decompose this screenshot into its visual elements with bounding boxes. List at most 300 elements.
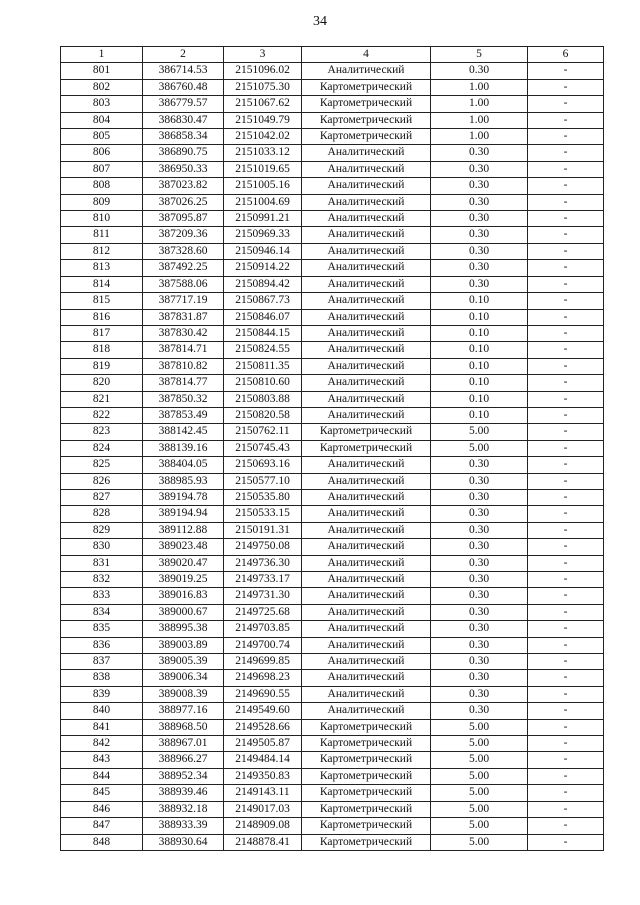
table-cell: - [528, 293, 604, 309]
table-cell: 388939.46 [143, 785, 224, 801]
table-cell: Аналитический [302, 555, 431, 571]
table-cell: 0.30 [431, 588, 528, 604]
table-cell: 5.00 [431, 736, 528, 752]
table-cell: 0.10 [431, 309, 528, 325]
table-cell: - [528, 161, 604, 177]
table-cell: 2151005.16 [224, 178, 302, 194]
table-cell: 835 [61, 621, 143, 637]
table-cell: 2149484.14 [224, 752, 302, 768]
table-cell: 801 [61, 63, 143, 79]
column-header: 5 [431, 47, 528, 63]
table-cell: 387814.71 [143, 342, 224, 358]
table-row [61, 719, 604, 735]
table-cell: 5.00 [431, 719, 528, 735]
table-cell: 0.10 [431, 342, 528, 358]
table-row [61, 375, 604, 391]
table-cell: Аналитический [302, 293, 431, 309]
table-cell: 2151033.12 [224, 145, 302, 161]
table-cell: - [528, 211, 604, 227]
table-cell: 818 [61, 342, 143, 358]
table-cell: 0.10 [431, 375, 528, 391]
table-row [61, 654, 604, 670]
table-cell: 0.10 [431, 293, 528, 309]
table-cell: 2150820.58 [224, 407, 302, 423]
table-cell: 0.30 [431, 621, 528, 637]
table-cell: - [528, 375, 604, 391]
table-row [61, 358, 604, 374]
table-cell: 5.00 [431, 768, 528, 784]
table-cell: 826 [61, 473, 143, 489]
table-cell: - [528, 621, 604, 637]
table-cell: Аналитический [302, 604, 431, 620]
table-row [61, 63, 604, 79]
table-cell: 827 [61, 489, 143, 505]
table-cell: 389005.39 [143, 654, 224, 670]
table-cell: 0.30 [431, 555, 528, 571]
table-cell: 2149698.23 [224, 670, 302, 686]
table-cell: - [528, 63, 604, 79]
table-cell: - [528, 555, 604, 571]
table-cell: 388967.01 [143, 736, 224, 752]
table-cell: 2150991.21 [224, 211, 302, 227]
table-cell: 387023.82 [143, 178, 224, 194]
table-cell: - [528, 703, 604, 719]
table-cell: 388952.34 [143, 768, 224, 784]
table-cell: 2149750.08 [224, 539, 302, 555]
table-cell: 388985.93 [143, 473, 224, 489]
table-cell: 802 [61, 79, 143, 95]
table-cell: Картометрический [302, 818, 431, 834]
table-cell: 2149350.83 [224, 768, 302, 784]
table-cell: Аналитический [302, 178, 431, 194]
table-cell: 2151075.30 [224, 79, 302, 95]
table-cell: Картометрический [302, 768, 431, 784]
table-cell: 2150894.42 [224, 276, 302, 292]
table-cell: 0.30 [431, 489, 528, 505]
table-cell: 386779.57 [143, 96, 224, 112]
table-cell: 387095.87 [143, 211, 224, 227]
table-cell: 5.00 [431, 834, 528, 850]
table-cell: - [528, 522, 604, 538]
table-cell: 387328.60 [143, 243, 224, 259]
table-cell: 2150969.33 [224, 227, 302, 243]
table-cell: 0.10 [431, 358, 528, 374]
table-row [61, 572, 604, 588]
table-row [61, 621, 604, 637]
table-cell: 0.30 [431, 670, 528, 686]
column-header: 1 [61, 47, 143, 63]
table-cell: - [528, 506, 604, 522]
table-cell: - [528, 276, 604, 292]
table-row [61, 703, 604, 719]
table-cell: 844 [61, 768, 143, 784]
table-cell: 388977.16 [143, 703, 224, 719]
table-cell: 836 [61, 637, 143, 653]
table-cell: 0.30 [431, 637, 528, 653]
table-cell: 389023.48 [143, 539, 224, 555]
table-row [61, 785, 604, 801]
table-row [61, 309, 604, 325]
table-cell: 0.30 [431, 654, 528, 670]
table-row [61, 407, 604, 423]
table-cell: 1.00 [431, 112, 528, 128]
table-cell: - [528, 112, 604, 128]
table-cell: - [528, 801, 604, 817]
table-cell: - [528, 539, 604, 555]
table-cell: 843 [61, 752, 143, 768]
table-row [61, 801, 604, 817]
table-cell: 0.30 [431, 506, 528, 522]
page-number: 34 [313, 14, 327, 29]
table-cell: 840 [61, 703, 143, 719]
table-cell: - [528, 358, 604, 374]
table-cell: 388966.27 [143, 752, 224, 768]
table-cell: - [528, 686, 604, 702]
table-cell: - [528, 719, 604, 735]
table-cell: 0.30 [431, 686, 528, 702]
table-cell: - [528, 604, 604, 620]
table-cell: 386760.48 [143, 79, 224, 95]
table-row [61, 489, 604, 505]
table-cell: 0.30 [431, 276, 528, 292]
table-cell: - [528, 79, 604, 95]
table-cell: 386714.53 [143, 63, 224, 79]
table-cell: 386890.75 [143, 145, 224, 161]
table-cell: Аналитический [302, 358, 431, 374]
table-cell: - [528, 654, 604, 670]
table-row [61, 325, 604, 341]
table-row [61, 604, 604, 620]
table-cell: 0.10 [431, 407, 528, 423]
table-cell: Аналитический [302, 309, 431, 325]
table-cell: 389006.34 [143, 670, 224, 686]
table-cell: 0.30 [431, 703, 528, 719]
table-cell: 841 [61, 719, 143, 735]
table-cell: Аналитический [302, 375, 431, 391]
table-cell: 0.30 [431, 473, 528, 489]
table-cell: Аналитический [302, 145, 431, 161]
table-cell: Аналитический [302, 457, 431, 473]
table-cell: 2149505.87 [224, 736, 302, 752]
table-cell: Аналитический [302, 194, 431, 210]
table-cell: 0.30 [431, 457, 528, 473]
table-cell: 387717.19 [143, 293, 224, 309]
table-row [61, 145, 604, 161]
table-cell: 2150914.22 [224, 260, 302, 276]
table-cell: - [528, 129, 604, 145]
table-cell: 822 [61, 407, 143, 423]
table-cell: 2150844.15 [224, 325, 302, 341]
table-cell: Аналитический [302, 227, 431, 243]
table-cell: Аналитический [302, 211, 431, 227]
table-cell: 2149736.30 [224, 555, 302, 571]
table-cell: 0.30 [431, 243, 528, 259]
table-cell: 2149017.03 [224, 801, 302, 817]
table-row [61, 440, 604, 456]
table-cell: 2149703.85 [224, 621, 302, 637]
table-cell: - [528, 325, 604, 341]
table-cell: 817 [61, 325, 143, 341]
table-cell: 0.30 [431, 522, 528, 538]
table-cell: 812 [61, 243, 143, 259]
table-row [61, 752, 604, 768]
table-cell: - [528, 572, 604, 588]
table-row [61, 243, 604, 259]
table-cell: 0.30 [431, 572, 528, 588]
table-row [61, 260, 604, 276]
table-cell: Картометрический [302, 719, 431, 735]
table-cell: 2150191.31 [224, 522, 302, 538]
table-cell: 847 [61, 818, 143, 834]
table-cell: Аналитический [302, 63, 431, 79]
table-cell: 832 [61, 572, 143, 588]
table-cell: 803 [61, 96, 143, 112]
table-cell: 2150867.73 [224, 293, 302, 309]
column-header: 6 [528, 47, 604, 63]
table-cell: 2151049.79 [224, 112, 302, 128]
table-row [61, 342, 604, 358]
table-cell: Картометрический [302, 440, 431, 456]
table-cell: - [528, 227, 604, 243]
table-cell: Аналитический [302, 260, 431, 276]
table-cell: - [528, 768, 604, 784]
table-cell: Картометрический [302, 424, 431, 440]
table-cell: 389020.47 [143, 555, 224, 571]
table-cell: 1.00 [431, 96, 528, 112]
table-cell: 387588.06 [143, 276, 224, 292]
table-cell: 0.30 [431, 604, 528, 620]
table-cell: 389019.25 [143, 572, 224, 588]
table-row [61, 473, 604, 489]
table-cell: 389194.94 [143, 506, 224, 522]
column-header: 3 [224, 47, 302, 63]
table-cell: Аналитический [302, 342, 431, 358]
table-cell: 5.00 [431, 440, 528, 456]
table-cell: Аналитический [302, 161, 431, 177]
table-cell: Аналитический [302, 621, 431, 637]
table-cell: 387853.49 [143, 407, 224, 423]
table-cell: Аналитический [302, 276, 431, 292]
table-row [61, 178, 604, 194]
table-row [61, 276, 604, 292]
table-cell: 2148878.41 [224, 834, 302, 850]
table-cell: 388932.18 [143, 801, 224, 817]
table-cell: 806 [61, 145, 143, 161]
table-cell: 5.00 [431, 424, 528, 440]
table-row [61, 424, 604, 440]
table-header-row [61, 47, 604, 63]
table-cell: 388404.05 [143, 457, 224, 473]
table-cell: 389194.78 [143, 489, 224, 505]
table-row [61, 768, 604, 784]
table-cell: 386950.33 [143, 161, 224, 177]
table-cell: 387831.87 [143, 309, 224, 325]
table-cell: Аналитический [302, 489, 431, 505]
table-cell: - [528, 736, 604, 752]
table-cell: 838 [61, 670, 143, 686]
table-cell: 0.30 [431, 211, 528, 227]
table-cell: 2150693.16 [224, 457, 302, 473]
table-cell: 387810.82 [143, 358, 224, 374]
table-cell: 2150762.11 [224, 424, 302, 440]
table-cell: Картометрический [302, 801, 431, 817]
table-cell: 819 [61, 358, 143, 374]
table-cell: 389112.88 [143, 522, 224, 538]
table-cell: 386858.34 [143, 129, 224, 145]
table-cell: 2151042.02 [224, 129, 302, 145]
table-row [61, 129, 604, 145]
column-header: 2 [143, 47, 224, 63]
table-cell: 846 [61, 801, 143, 817]
table-cell: - [528, 752, 604, 768]
table-row [61, 522, 604, 538]
table-row [61, 391, 604, 407]
table-cell: - [528, 588, 604, 604]
table-row [61, 686, 604, 702]
table-cell: 0.30 [431, 227, 528, 243]
table-cell: Аналитический [302, 654, 431, 670]
table-row [61, 506, 604, 522]
table-row [61, 161, 604, 177]
table-cell: 814 [61, 276, 143, 292]
table-cell: - [528, 834, 604, 850]
table-cell: 0.30 [431, 194, 528, 210]
table-cell: Аналитический [302, 243, 431, 259]
table-cell: 825 [61, 457, 143, 473]
table-cell: 2150803.88 [224, 391, 302, 407]
table-cell: 2150811.35 [224, 358, 302, 374]
table-row [61, 637, 604, 653]
column-header: 4 [302, 47, 431, 63]
table-cell: 824 [61, 440, 143, 456]
table-cell: - [528, 818, 604, 834]
table-cell: 808 [61, 178, 143, 194]
table-row [61, 194, 604, 210]
table-cell: 387830.42 [143, 325, 224, 341]
table-row [61, 79, 604, 95]
table-cell: 387850.32 [143, 391, 224, 407]
table-cell: 2149733.17 [224, 572, 302, 588]
table-cell: 815 [61, 293, 143, 309]
table-cell: 388995.38 [143, 621, 224, 637]
table-cell: 388968.50 [143, 719, 224, 735]
table-cell: 813 [61, 260, 143, 276]
coordinates-table [60, 46, 604, 851]
table-cell: 5.00 [431, 801, 528, 817]
table-row [61, 293, 604, 309]
table-cell: Аналитический [302, 670, 431, 686]
table-body [61, 63, 604, 851]
table-cell: - [528, 260, 604, 276]
table-cell: - [528, 637, 604, 653]
table-cell: Картометрический [302, 736, 431, 752]
table-cell: Картометрический [302, 112, 431, 128]
table-cell: 389003.89 [143, 637, 224, 653]
table-cell: 2151004.69 [224, 194, 302, 210]
table-cell: 389000.67 [143, 604, 224, 620]
table-cell: Аналитический [302, 572, 431, 588]
table-cell: 1.00 [431, 79, 528, 95]
table-row [61, 588, 604, 604]
table-cell: 388930.64 [143, 834, 224, 850]
table-cell: 834 [61, 604, 143, 620]
table-cell: Аналитический [302, 522, 431, 538]
table-row [61, 834, 604, 850]
table-cell: 820 [61, 375, 143, 391]
table-row [61, 457, 604, 473]
table-cell: 2150846.07 [224, 309, 302, 325]
table-cell: 2151067.62 [224, 96, 302, 112]
table-cell: 2150577.10 [224, 473, 302, 489]
table-cell: Картометрический [302, 79, 431, 95]
table-cell: 839 [61, 686, 143, 702]
table-cell: Аналитический [302, 473, 431, 489]
table-cell: - [528, 194, 604, 210]
table-cell: 388933.39 [143, 818, 224, 834]
table-cell: - [528, 342, 604, 358]
table-cell: - [528, 489, 604, 505]
table-cell: 2149725.68 [224, 604, 302, 620]
table-cell: - [528, 178, 604, 194]
table-cell: Аналитический [302, 325, 431, 341]
table-cell: 848 [61, 834, 143, 850]
table-cell: - [528, 309, 604, 325]
table-cell: - [528, 424, 604, 440]
table-row [61, 112, 604, 128]
table-cell: 809 [61, 194, 143, 210]
table-cell: - [528, 243, 604, 259]
table-cell: 829 [61, 522, 143, 538]
table-cell: 837 [61, 654, 143, 670]
table-row [61, 736, 604, 752]
table-cell: 2148909.08 [224, 818, 302, 834]
table-cell: - [528, 96, 604, 112]
table-cell: - [528, 457, 604, 473]
table-cell: 389016.83 [143, 588, 224, 604]
table-cell: 823 [61, 424, 143, 440]
table-cell: 2149528.66 [224, 719, 302, 735]
table-cell: 1.00 [431, 129, 528, 145]
table-cell: - [528, 440, 604, 456]
table-row [61, 96, 604, 112]
table-cell: 387814.77 [143, 375, 224, 391]
table-cell: 830 [61, 539, 143, 555]
table-cell: - [528, 473, 604, 489]
table-cell: 388139.16 [143, 440, 224, 456]
table-cell: 2149690.55 [224, 686, 302, 702]
table-cell: 0.30 [431, 161, 528, 177]
table-cell: 810 [61, 211, 143, 227]
table-cell: 807 [61, 161, 143, 177]
table-cell: 2149731.30 [224, 588, 302, 604]
table-cell: 387026.25 [143, 194, 224, 210]
table-cell: 2150745.43 [224, 440, 302, 456]
table-row [61, 670, 604, 686]
table-cell: 2150533.15 [224, 506, 302, 522]
table-cell: - [528, 407, 604, 423]
table-cell: 831 [61, 555, 143, 571]
table-cell: 2149549.60 [224, 703, 302, 719]
table-cell: 0.10 [431, 325, 528, 341]
table-cell: Картометрический [302, 834, 431, 850]
table-cell: 816 [61, 309, 143, 325]
table-cell: 2151019.65 [224, 161, 302, 177]
table-cell: 387209.36 [143, 227, 224, 243]
table-cell: 0.30 [431, 539, 528, 555]
table-cell: Аналитический [302, 703, 431, 719]
table-cell: Аналитический [302, 539, 431, 555]
table-cell: Аналитический [302, 686, 431, 702]
